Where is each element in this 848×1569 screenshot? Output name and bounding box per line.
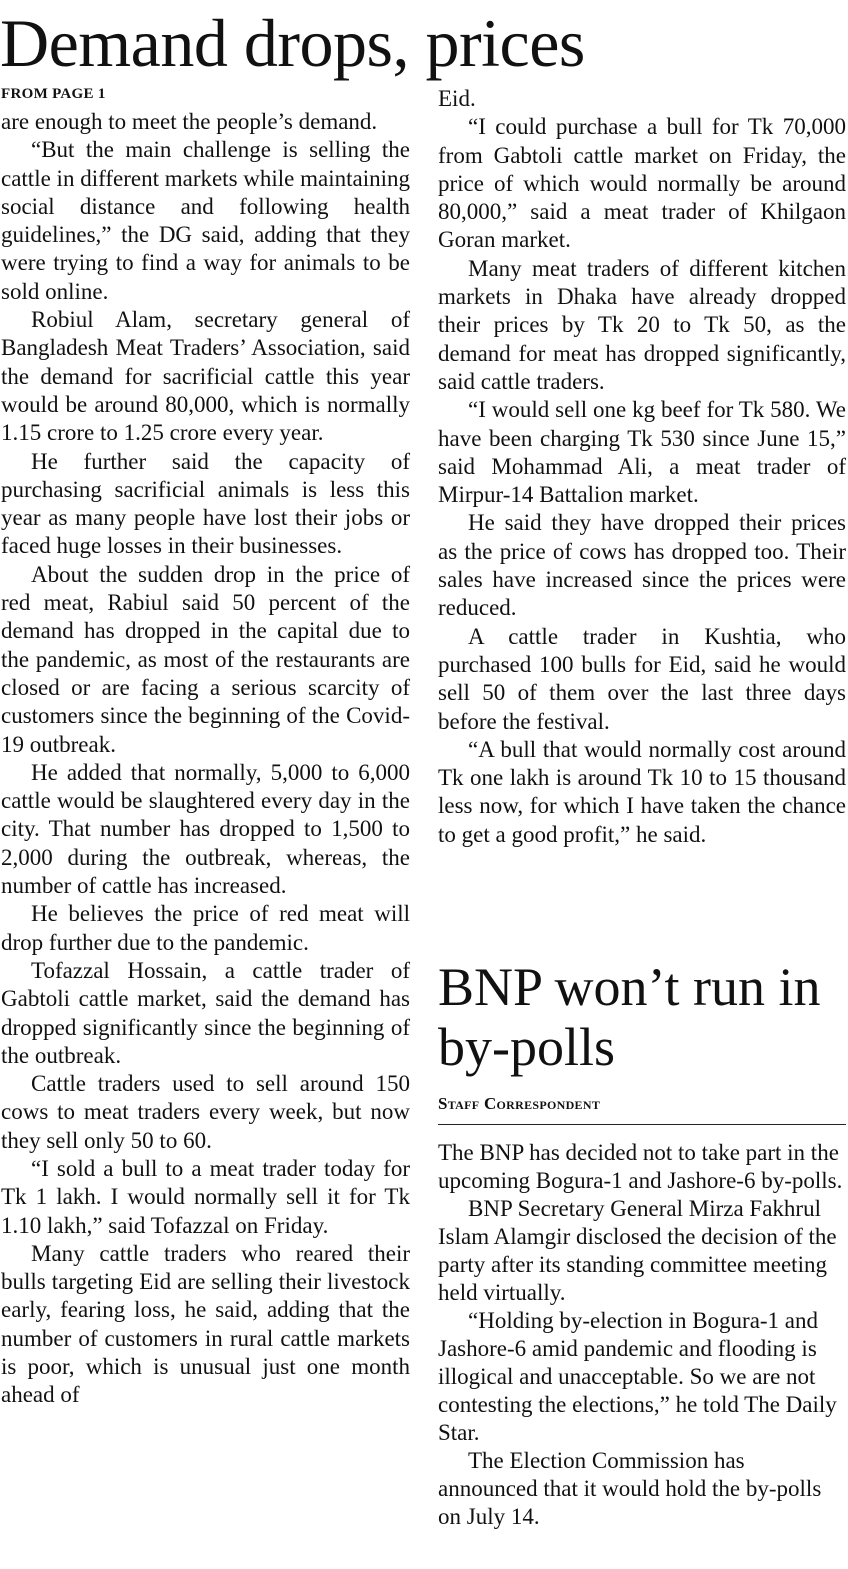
paragraph: “Holding by-election in Bogura-1 and Jashore-6 amid pandemic and flooding is illogical and unacceptable. So we are not contesting the elections,” he told The Daily Star. [438,1308,837,1445]
paragraph: A cattle trader in Kushtia, who purchased 100 bulls for Eid, said he would sell 50 of them over the last three days before the festival. [438,623,846,734]
paragraph: Tofazzal Hossain, a cattle trader of Gabtoli cattle market, said the demand has dropped significantly since the beginning of the outbreak. [1,957,410,1068]
main-headline: Demand drops, prices [0,5,585,81]
byline: Staff Correspondent [438,1094,601,1113]
main-story-right-column [438,85,846,849]
paragraph: Cattle traders used to sell around 150 cows to meat traders every week, but now they sell only 50 to 60. [1,1071,410,1153]
brief-headline: BNP won’t run in by-polls [438,957,821,1077]
paragraph: Many meat traders of different kitchen markets in Dhaka have already dropped their prices by Tk 20 to Tk 50, as the demand for meat has dropped significantly, said cattle traders. [438,255,846,394]
brief-story-body [438,1139,846,1531]
paragraph: The Election Commission has announced that it would hold the by-polls on July 14. [438,1448,822,1529]
paragraph: are enough to meet the people’s demand. [1,109,378,134]
paragraph: “I would sell one kg beef for Tk 580. We have been charging Tk 530 since June 15,” said Mohammad Ali, a meat trader of Mirpur-14 Battalion market. [438,397,846,508]
paragraph: “But the main challenge is selling the cattle in different markets while maintaining social distance and following health guidelines,” the DG said, adding that they were trying to find a way for animals to be sold online. [1,137,410,304]
paragraph: Robiul Alam, secretary general of Bangladesh Meat Traders’ Association, said the demand for sacrificial cattle this year would be around 80,000, which is normally 1.15 crore to 1.25 crore every year. [1,307,410,446]
paragraph: He further said the capacity of purchasing sacrificial animals is less this year as many people have lost their jobs or faced huge losses in their businesses. [1,448,410,559]
paragraph: He said they have dropped their prices as the price of cows has dropped too. Their sales have increased since the prices were reduced. [438,510,846,621]
paragraph: About the sudden drop in the price of red meat, Rabiul said 50 percent of the demand has dropped in the capital due to the pandemic, as most of the restaurants are closed or are facing a serious scarcity of customers since the beginning of the Covid-19 outbreak. [1,561,410,757]
paragraph: “A bull that would normally cost around Tk one lakh is around Tk 10 to 15 thousand less now, for which I have taken the chance to get a good profit,” he said. [438,736,846,847]
paragraph: “I could purchase a bull for Tk 70,000 from Gabtoli cattle market on Friday, the price of which would normally be around 80,000,” said a meat trader of Khilgaon Goran market. [438,114,846,253]
paragraph: BNP Secretary General Mirza Fakhrul Islam Alamgir disclosed the decision of the party after its standing committee meeting held virtually. [438,1196,837,1305]
continued-from-kicker: FROM PAGE 1 [1,86,106,102]
paragraph: He believes the price of red meat will drop further due to the pandemic. [1,901,410,955]
byline-divider [438,1124,846,1125]
paragraph: Eid. [438,86,476,111]
paragraph: “I sold a bull to a meat trader today for Tk 1 lakh. I would normally sell it for Tk 1.10 lakh,” said Tofazzal on Friday. [1,1155,410,1238]
main-story-left-column [1,108,410,1410]
paragraph: The BNP has decided not to take part in the upcoming Bogura-1 and Jashore-6 by-polls. [438,1140,843,1193]
paragraph: He added that normally, 5,000 to 6,000 cattle would be slaughtered every day in the city. That number has dropped to 1,500 to 2,000 during the outbreak, whereas, the number of cattle has increased. [1,759,410,899]
paragraph: Many cattle traders who reared their bulls targeting Eid are selling their livestock early, fearing loss, he said, adding that the number of customers in rural cattle markets is poor, which is unusual just one month ahead of [1,1240,410,1408]
